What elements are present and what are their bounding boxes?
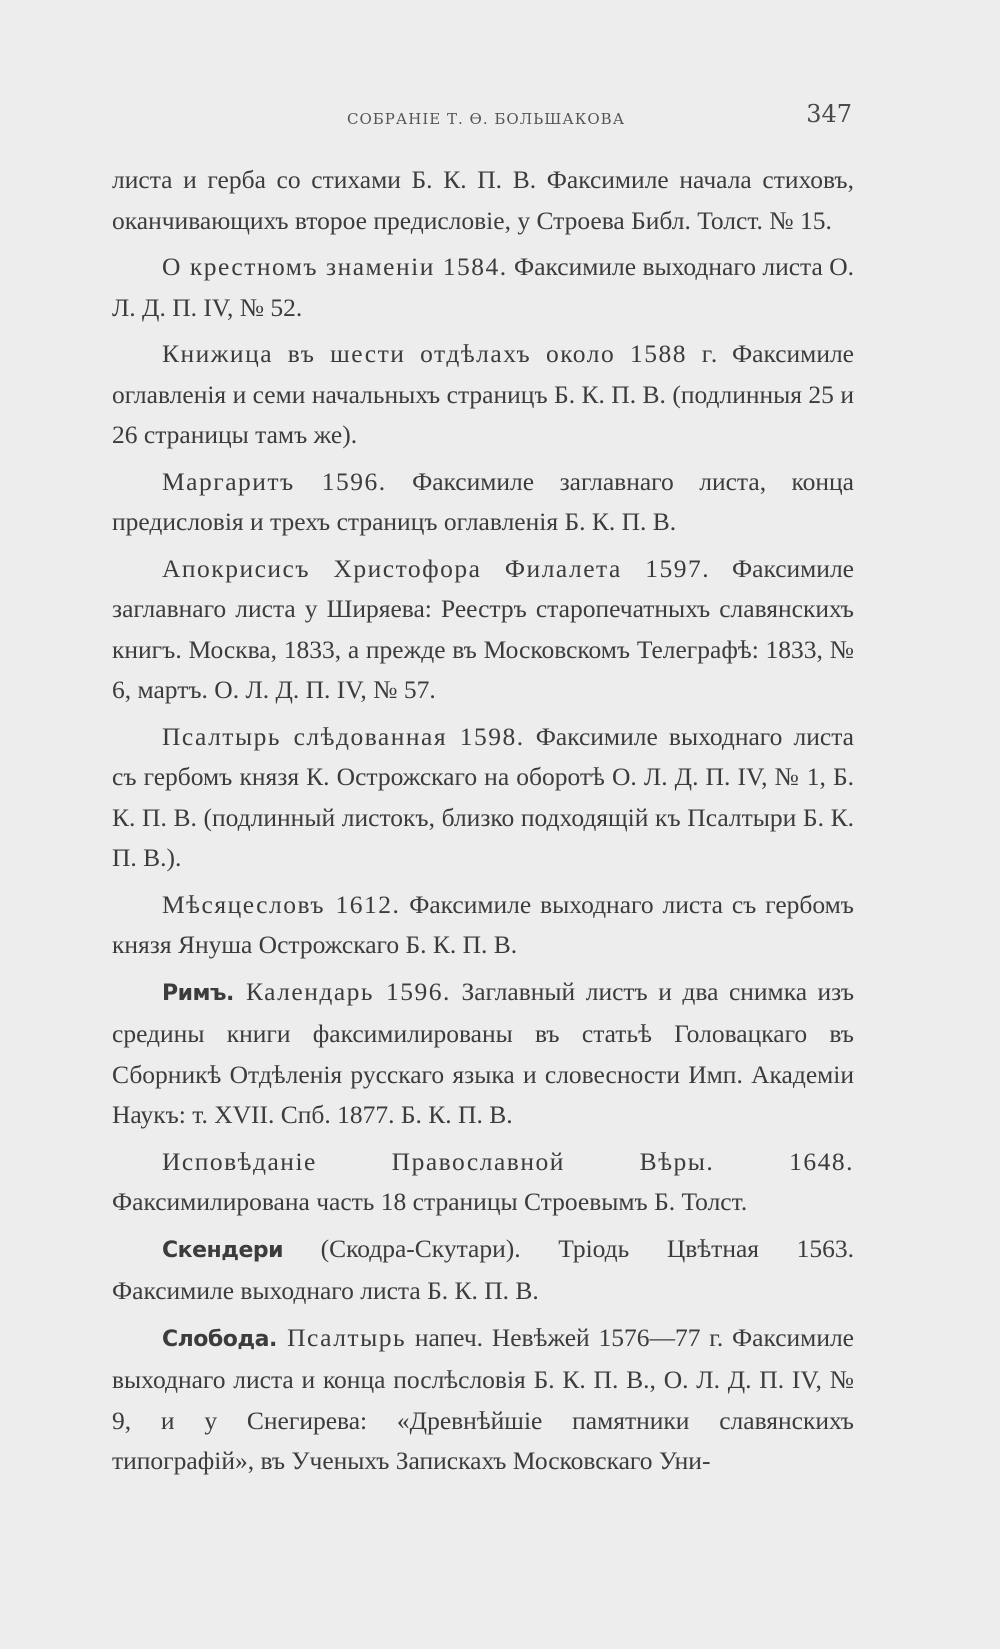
page-number: 347 xyxy=(806,100,852,128)
paragraph xyxy=(112,247,854,328)
paragraph-text: напеч. Невѣжей 1576—77 г. Факсимиле выходнаго листа и конца послѣсловія Б. К. П. В., О. Л. Д. П. IV, № 9, и у Снегирева: «Древнѣйшіе памятники славянскихъ типографій», въ Ученыхъ Запискахъ Московскаго Уни- xyxy=(112,1322,855,1475)
book-title: Мѣсяцесловъ 1612. xyxy=(162,889,401,919)
paragraph-text: листа и герба со стихами Б. К. П. В. Факсимиле начала стиховъ, оканчивающихъ второе предисловіе, у Строева Библ. Толст. № 15. xyxy=(112,165,854,235)
paragraph xyxy=(112,717,854,879)
paragraph-text: Факсимиле заглавнаго листа у Ширяева: Реестръ старопечатныхъ славянскихъ книгъ. Москва, 1833, а прежде въ Московскомъ Телеграфѣ: 1833, № 6, мартъ. О. Л. Д. П. IV, № 57. xyxy=(112,553,854,704)
place-heading: Слобода. xyxy=(162,1326,277,1352)
paragraph xyxy=(112,1229,854,1312)
book-title: Маргаритъ 1596. xyxy=(162,466,387,496)
paragraph xyxy=(112,1318,854,1482)
book-title: Исповѣданіе Православной Вѣры. 1648. xyxy=(162,1146,854,1176)
paragraph-text: Факсимилирована часть 18 страницы Строевымъ Б. Толст. xyxy=(112,1187,748,1216)
book-title: О крестномъ знаменіи 1584. xyxy=(162,252,508,281)
book-title: Календарь 1596. xyxy=(233,976,451,1006)
paragraph-text: Заглавный листъ и два снимка изъ средины книги факсимилированы въ статьѣ Головацкаго въ Сборникѣ Отдѣленія русскаго языка и словесности Имп. Академіи Наукъ: т. XVII. Спб. 1877. Б. К. П. В. xyxy=(112,976,855,1129)
paragraph xyxy=(112,1142,854,1223)
book-title: Псалтырь слѣдованная 1598. xyxy=(162,721,525,751)
paragraph-text: Факсимиле заглавнаго листа, конца предисловія и трехъ страницъ оглавленія Б. К. П. В. xyxy=(112,466,855,536)
page-body xyxy=(112,160,854,1488)
paragraph xyxy=(112,462,854,543)
paragraph-text: (Скодра-Скутари). Тріодь Цвѣтная 1563. Факсимиле выходнаго листа Б. К. П. В. xyxy=(112,1233,854,1305)
paragraph xyxy=(112,549,854,711)
paragraph xyxy=(112,885,854,966)
paragraph-text: Факсимиле оглавленія и семи начальныхъ страницъ Б. К. П. В. (подлинныя 25 и 26 страницы тамъ же). xyxy=(112,339,855,449)
running-title: СОБРАНІЕ Т. Ѳ. БОЛЬШАКОВА xyxy=(347,110,626,128)
place-heading: Скендери xyxy=(162,1237,284,1263)
paragraph-text: Факсимиле выходнаго листа съ гербомъ князя К. Острожскаго на оборотѣ О. Л. Д. П. IV, № 1, Б. К. П. В. (подлинный листокъ, близко подходящій къ Псалтыри Б. К. П. В.). xyxy=(112,721,854,872)
book-title: Апокрисисъ Христофора Филалета 1597. xyxy=(162,553,711,583)
paragraph xyxy=(112,972,854,1136)
paragraph xyxy=(112,334,854,456)
place-heading: Римъ. xyxy=(162,980,234,1006)
book-title: Книжица въ шести отдѣлахъ около 1588 г. xyxy=(162,339,719,368)
paragraph-text: Факсимиле выходнаго листа съ гербомъ князя Януша Острожскаго Б. К. П. В. xyxy=(112,889,854,959)
paragraph-text: Факсимиле выходнаго листа О. Л. Д. П. IV, № 52. xyxy=(112,252,854,322)
page-header xyxy=(112,100,852,144)
book-title: Псалтырь xyxy=(276,1322,407,1352)
paragraph xyxy=(112,160,854,241)
